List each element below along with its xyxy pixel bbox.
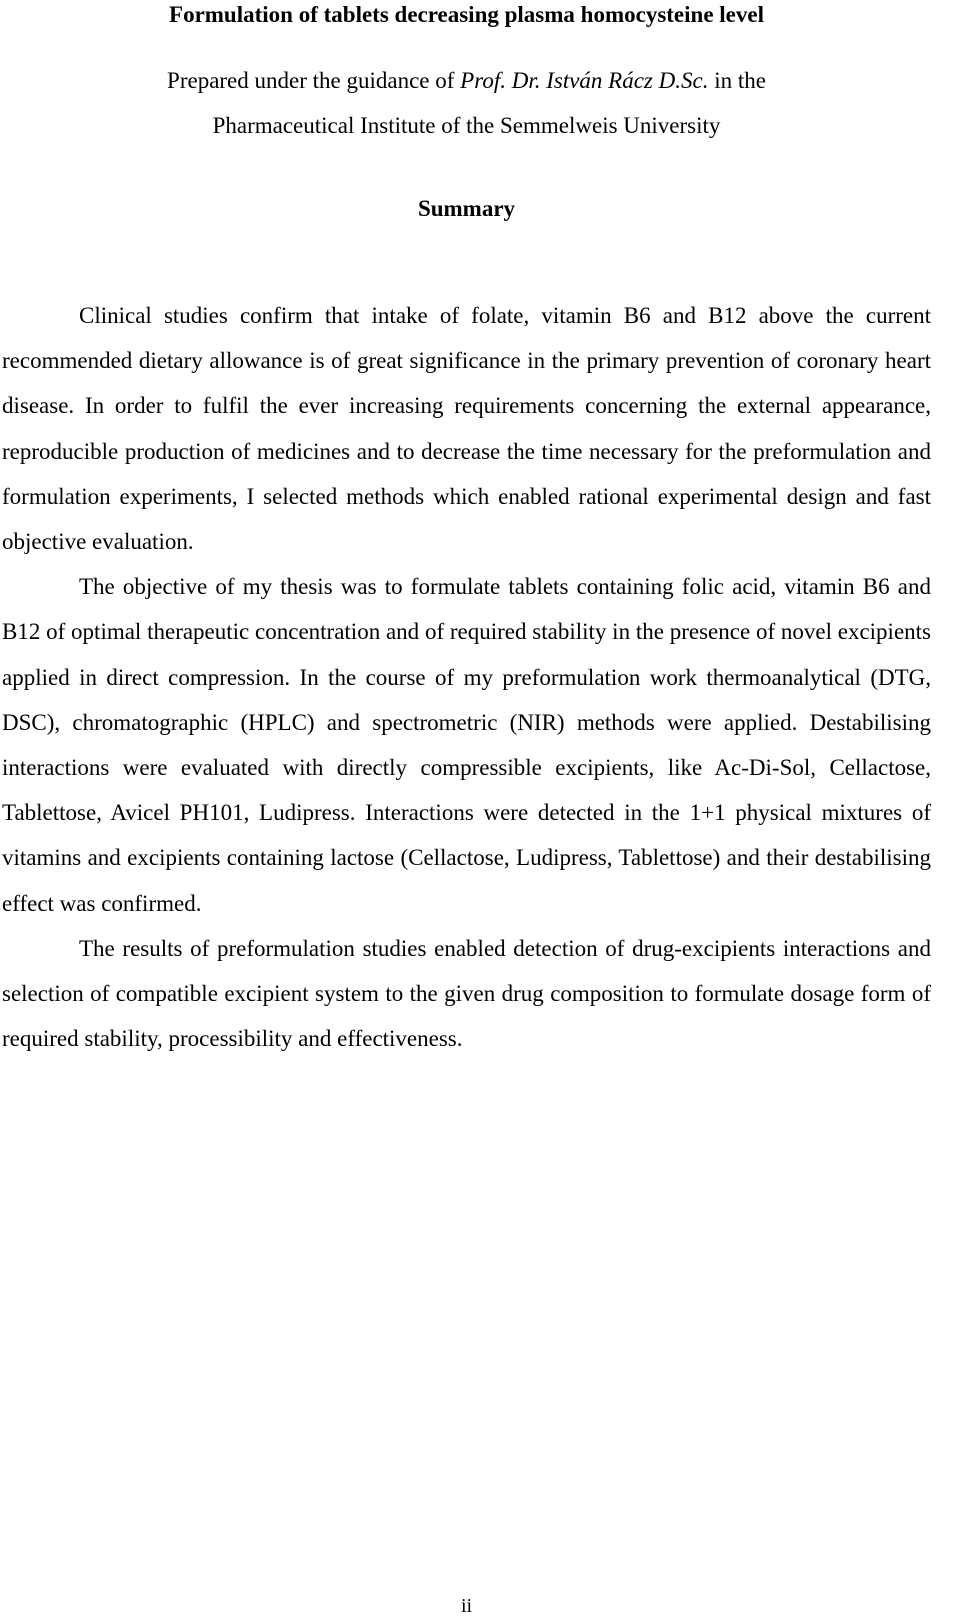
prepared-suffix: in the xyxy=(708,68,766,93)
institution-name: Pharmaceutical Institute of the Semmelweis University xyxy=(212,113,721,138)
document-title: Formulation of tablets decreasing plasma homocysteine level xyxy=(169,2,764,27)
paragraph: The results of preformulation studies enabled detection of drug-excipients interactions and selection of compatible excipient system to the given drug composition to formulate dosage form of required stability, processibility and effectiveness. xyxy=(2,935,931,1052)
prepared-prefix: Prepared under the guidance of xyxy=(167,68,461,93)
section-heading: Summary xyxy=(417,196,516,221)
page-number: ii xyxy=(460,1595,473,1617)
summary-body xyxy=(2,293,931,1061)
preparation-note xyxy=(0,58,933,148)
supervisor-name: Prof. Dr. István Rácz D.Sc. xyxy=(460,68,709,93)
paragraph: Clinical studies confirm that intake of folate, vitamin B6 and B12 above the current recommended dietary allowance is of great significance in the primary prevention of coronary heart disease. In order to fulfil the ever increasing requirements concerning the external appearance, reproducible production of medicines and to decrease the time necessary for the preformulation and formulation experiments, I selected methods which enabled rational experimental design and fast objective evaluation. xyxy=(2,303,931,555)
paragraph: The objective of my thesis was to formulate tablets containing folic acid, vitamin B6 and B12 of optimal therapeutic concentration and of required stability in the presence of novel excipients applied in direct compression. In the course of my preformulation work thermoanalytical (DTG, DSC), chromatographic (HPLC) and spectrometric (NIR) methods were applied. Destabilising interactions were evaluated with directly compressible excipients, like Ac-Di-Sol, Cellactose, Tablettose, Avicel PH101, Ludipress. Interactions were detected in the 1+1 physical mixtures of vitamins and excipients containing lactose (Cellactose, Ludipress, Tablettose) and their destabilising effect was confirmed. xyxy=(2,574,931,916)
